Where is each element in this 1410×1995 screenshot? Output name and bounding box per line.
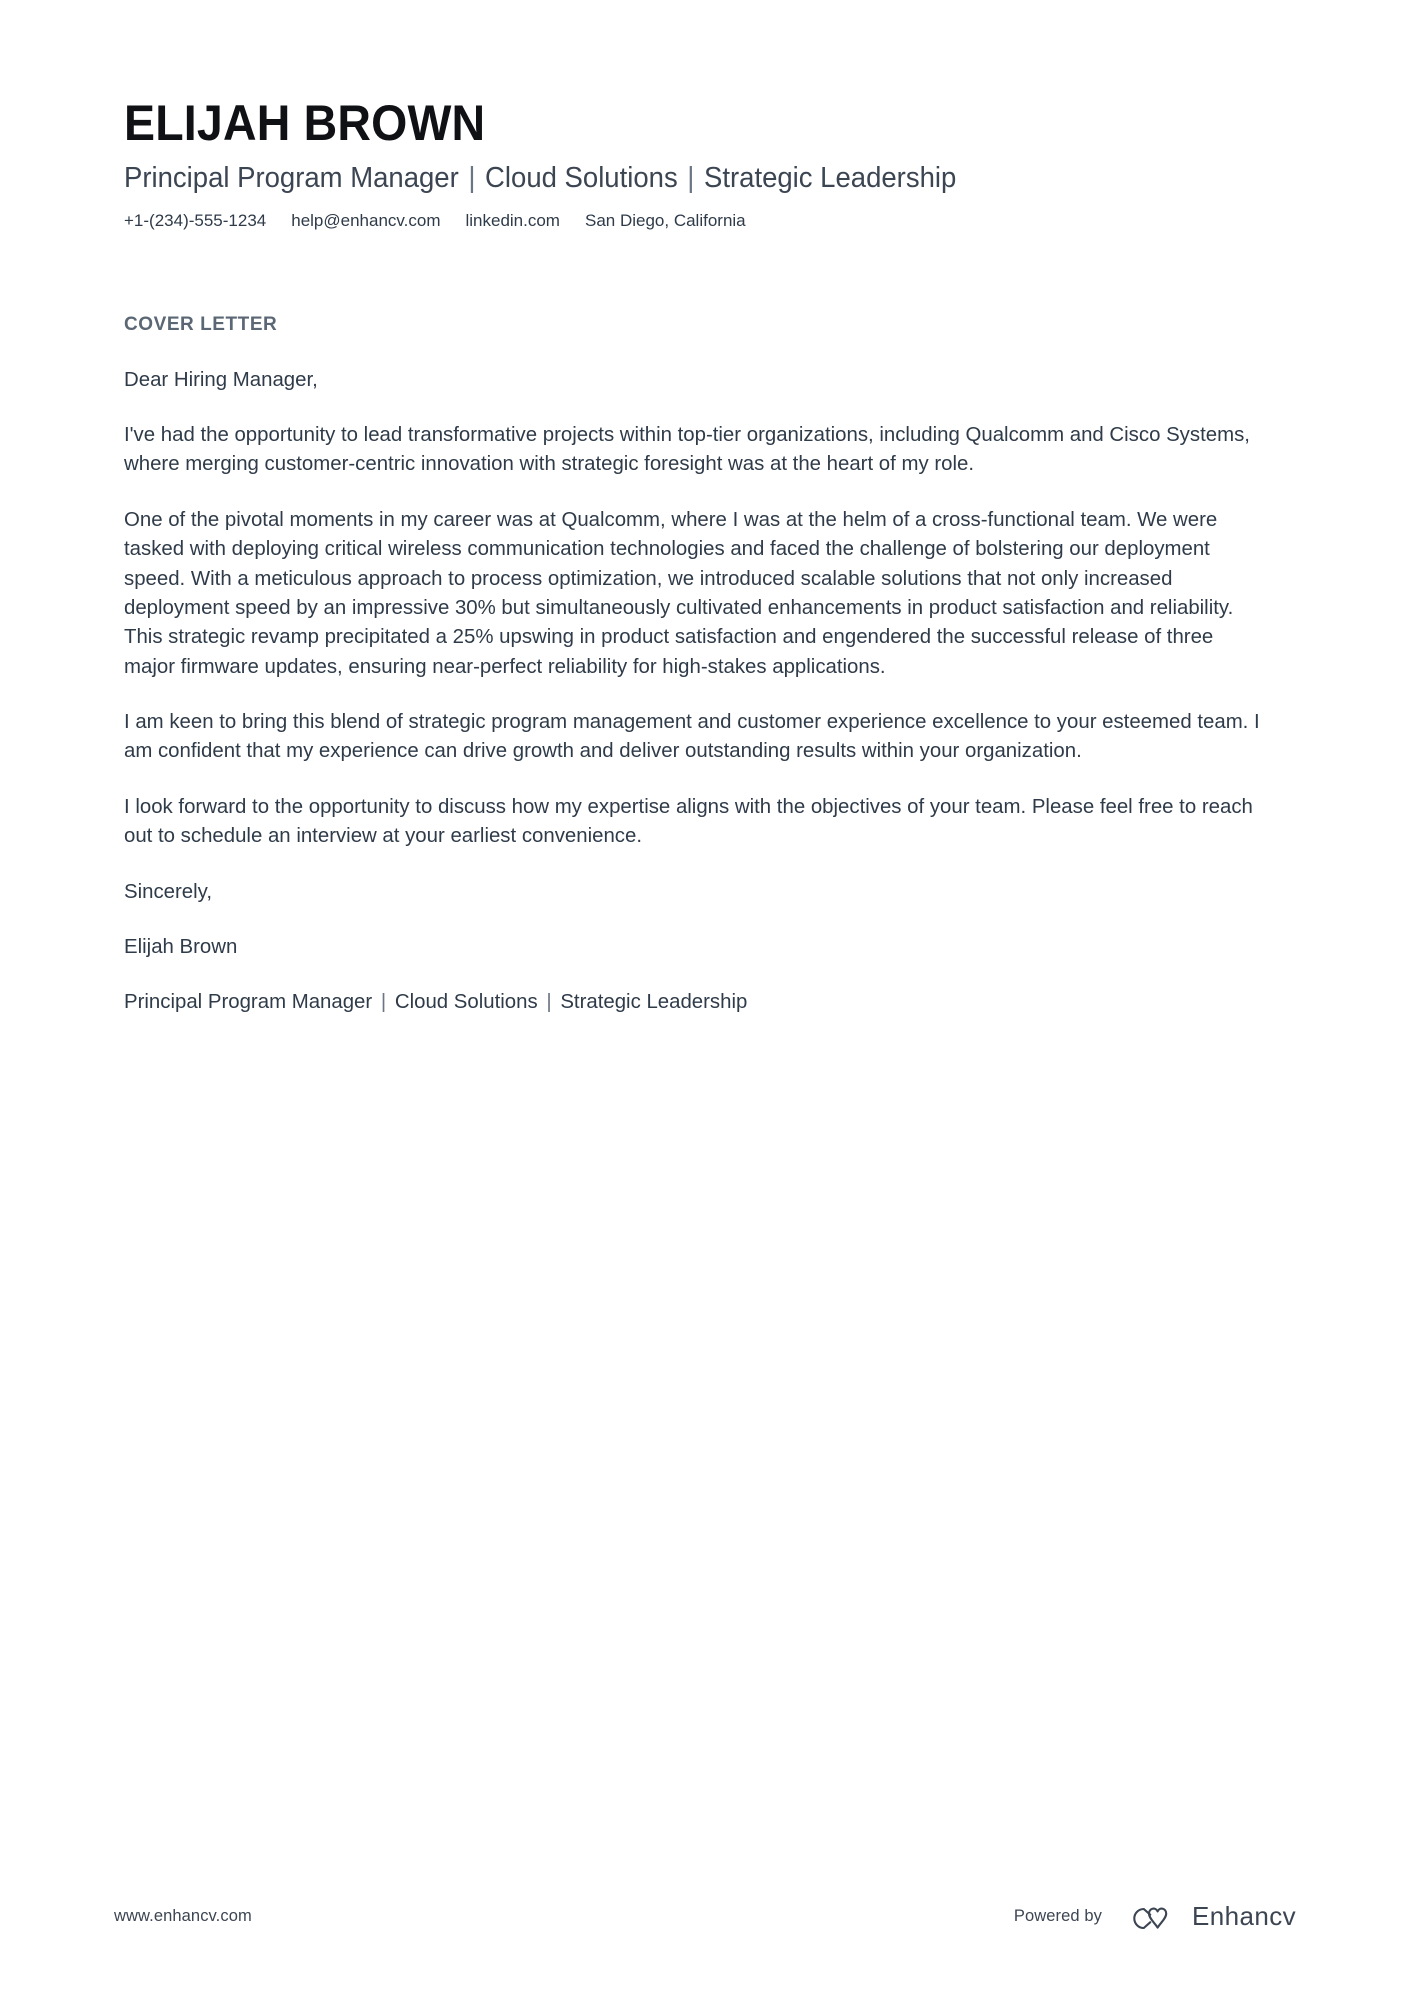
candidate-headline: [124, 161, 1234, 197]
letter-paragraph-4: I look forward to the opportunity to discuss how my expertise aligns with the objectives of your team. Please feel free to reach out to schedule an interview at your earliest convenience.: [124, 795, 1253, 848]
signature-title-part-2: Cloud Solutions: [394, 991, 538, 1014]
contact-linkedin[interactable]: linkedin.com: [465, 210, 560, 230]
headline-part-3: Strategic Leadership: [704, 162, 957, 194]
closing-line: Sincerely,: [124, 880, 213, 903]
cover-letter-section: [124, 314, 1274, 1018]
powered-by-label: Powered by: [1013, 1907, 1103, 1925]
document-header: [124, 0, 1274, 232]
signature-title-separator-1: |: [380, 991, 387, 1014]
signature-title-separator-2: |: [546, 991, 552, 1014]
headline-part-1: Principal Program Manager: [124, 162, 459, 194]
enhancv-brand-name: Enhancv: [1192, 1901, 1296, 1931]
signature-title-part-1: Principal Program Manager: [124, 991, 373, 1014]
powered-by-block: [1014, 1901, 1296, 1932]
contact-details: [124, 210, 1274, 232]
footer-inner: [114, 1901, 1296, 1932]
salutation: Dear Hiring Manager,: [124, 368, 318, 391]
signature-title: [124, 988, 1267, 1017]
page-footer: [0, 1877, 1410, 1995]
enhancv-logo-icon: [1124, 1902, 1180, 1932]
signature-title-part-3: Strategic Leadership: [560, 991, 748, 1014]
letter-paragraph-3: I am keen to bring this blend of strategic program management and customer experience excellence to your esteemed team. I am confident that my experience can drive growth and deliver outstanding results within your organization.: [124, 711, 1260, 763]
headline-separator-2: |: [687, 162, 695, 194]
contact-phone: +1-(234)-555-1234: [124, 210, 267, 230]
headline-separator-1: |: [468, 162, 476, 194]
signature-name: Elijah Brown: [124, 935, 238, 958]
headline-part-2: Cloud Solutions: [485, 162, 678, 194]
contact-location: San Diego, California: [584, 210, 746, 230]
section-title: COVER LETTER: [124, 313, 278, 335]
footer-website-link[interactable]: www.enhancv.com: [114, 1907, 252, 1925]
candidate-name: ELIJAH BROWN: [124, 95, 486, 151]
letter-body: [124, 366, 1274, 1018]
enhancv-brand[interactable]: [1124, 1901, 1296, 1932]
contact-email[interactable]: help@enhancv.com: [291, 210, 441, 230]
letter-paragraph-2: One of the pivotal moments in my career was at Qualcomm, where I was at the helm of a cross-functional team. We were tasked with deploying critical wireless communication technologies and faced the challenge of bolstering our deployment speed. With a meticulous approach to process optimization, we introduced scalable solutions that not only increased deployment speed by an impressive 30% but simultaneously cultivated enhancements in product satisfaction and reliability. This strategic revamp precipitated a 25% upswing in product satisfaction and engendered the successful release of three major firmware updates, ensuring near-perfect reliability for high-stakes applications.: [124, 508, 1234, 678]
page-content: [124, 0, 1274, 1018]
letter-paragraph-1: I've had the opportunity to lead transformative projects within top-tier organizations, including Qualcomm and Cisco Systems, where merging customer-centric innovation with strategic foresight was at the heart of my role.: [124, 424, 1250, 476]
